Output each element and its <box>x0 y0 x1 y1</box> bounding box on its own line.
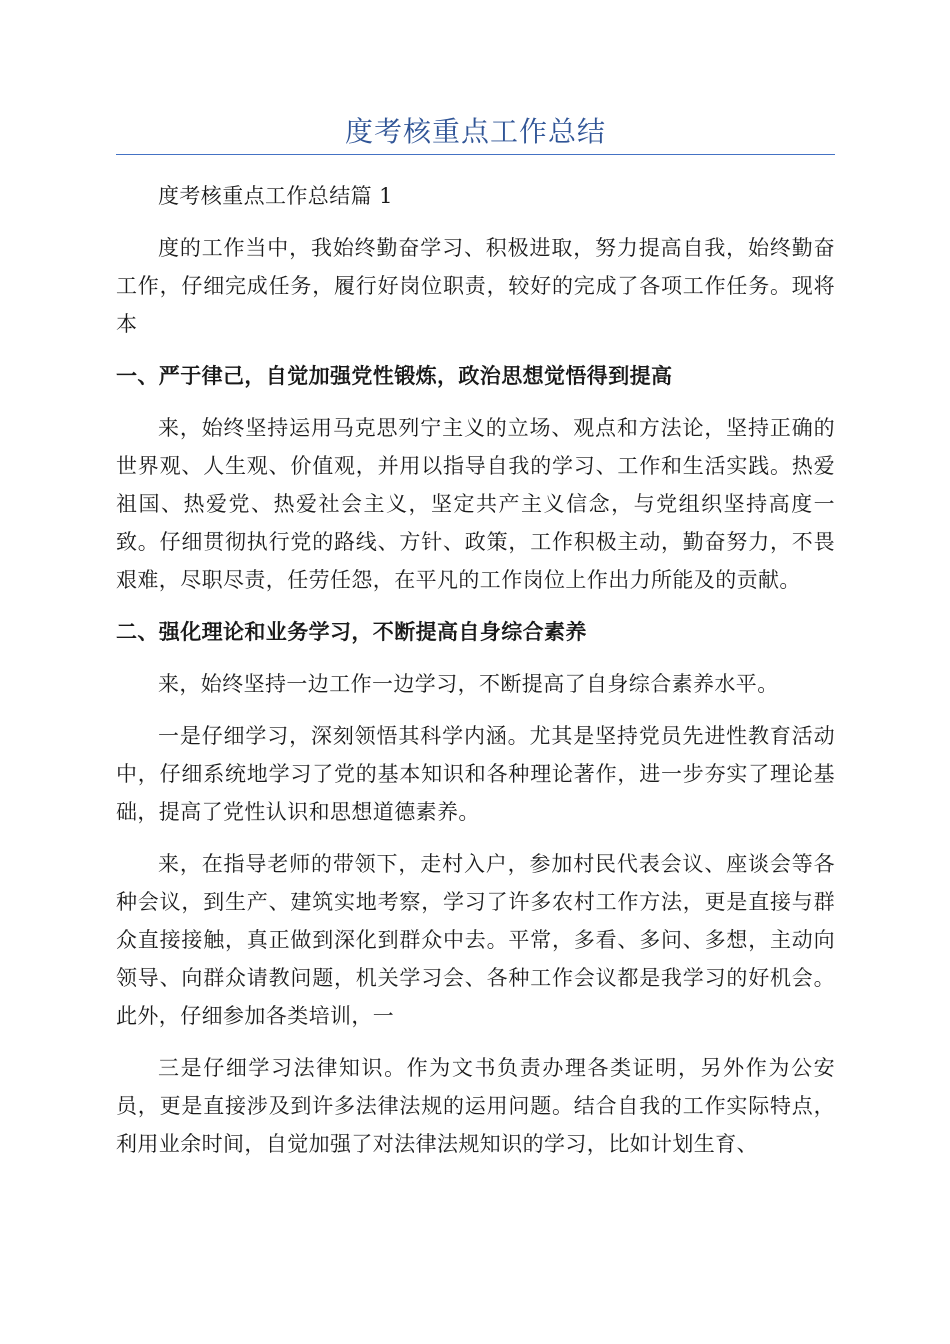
study-item-2-paragraph: 来，在指导老师的带领下，走村入户，参加村民代表会议、座谈会等各种会议，到生产、建筑实地考察，学习了许多农村工作方法，更是直接与群众直接接触，真正做到深化到群众中去。平常，多看、多问、多想，主动向领导、向群众请教问题，机关学习会、各种工作会议都是我学习的好机会。此外，仔细参加各类培训，一 <box>116 852 835 1028</box>
title-underline <box>116 154 835 155</box>
section-2-intro-paragraph: 来，始终坚持一边工作一边学习，不断提高了自身综合素养水平。 <box>158 672 779 696</box>
document-title: 度考核重点工作总结 <box>344 115 606 148</box>
intro-paragraph: 度的工作当中，我始终勤奋学习、积极进取，努力提高自我，始终勤奋工作，仔细完成任务，履行好岗位职责，较好的完成了各项工作任务。现将本 <box>116 236 835 336</box>
study-item-1-paragraph: 一是仔细学习，深刻领悟其科学内涵。尤其是坚持党员先进性教育活动中，仔细系统地学习了党的基本知识和各种理论著作，进一步夯实了理论基础，提高了党性认识和思想道德素养。 <box>116 724 835 824</box>
section-subtitle: 度考核重点工作总结篇 1 <box>158 184 393 208</box>
section-1-paragraph: 来，始终坚持运用马克思列宁主义的立场、观点和方法论，坚持正确的世界观、人生观、价值观，并用以指导自我的学习、工作和生活实践。热爱祖国、热爱党、热爱社会主义，坚定共产主义信念，与党组织坚持高度一致。仔细贯彻执行党的路线、方针、政策，工作积极主动，勤奋努力，不畏艰难，尽职尽责，任劳任怨，在平凡的工作岗位上作出力所能及的贡献。 <box>116 416 835 592</box>
study-item-3-paragraph: 三是仔细学习法律知识。作为文书负责办理各类证明，另外作为公安员，更是直接涉及到许多法律法规的运用问题。结合自我的工作实际特点，利用业余时间，自觉加强了对法律法规知识的学习，比如计划生育、 <box>116 1056 835 1156</box>
section-heading-1: 一、严于律己，自觉加强党性锻炼，政治思想觉悟得到提高 <box>116 363 673 388</box>
section-heading-2: 二、强化理论和业务学习，不断提高自身综合素养 <box>116 619 587 644</box>
document-body <box>116 177 835 1177</box>
